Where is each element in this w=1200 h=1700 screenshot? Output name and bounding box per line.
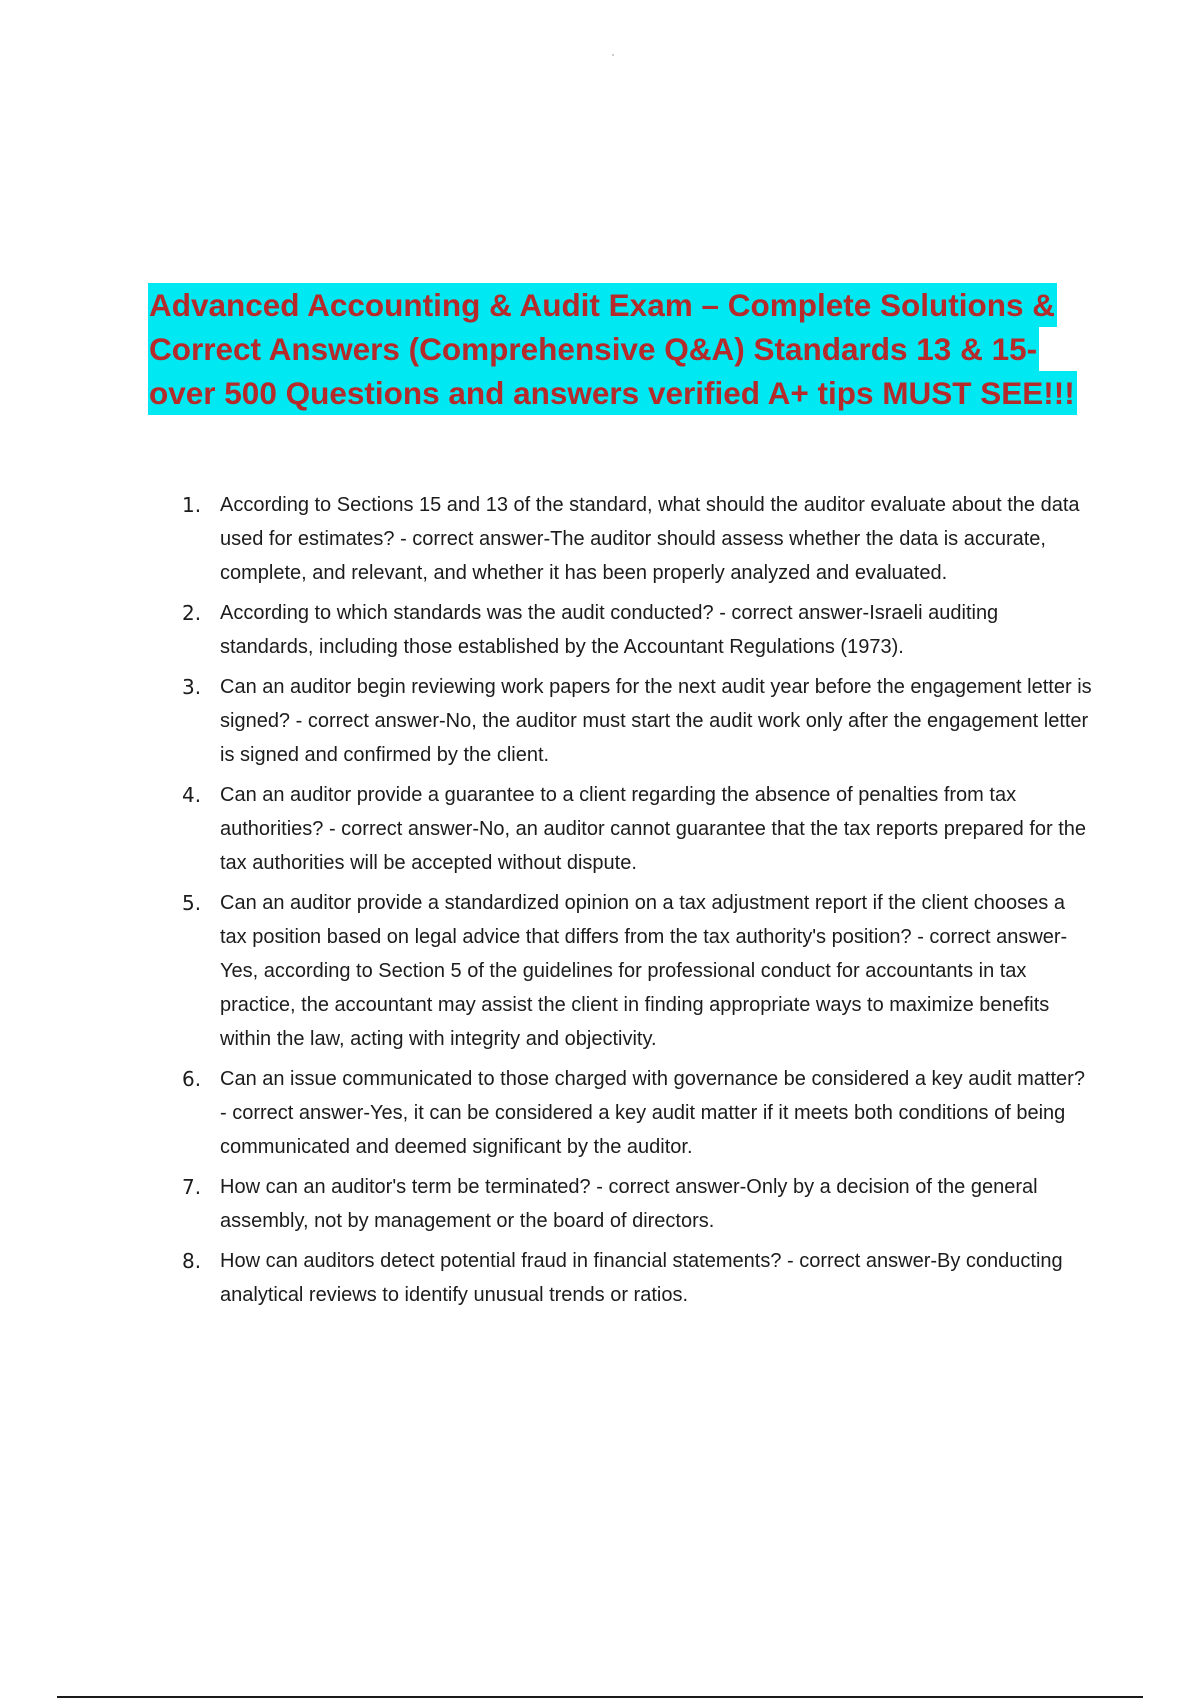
- item-text: How can an auditor's term be terminated? - correct answer-Only by a decision of the general assembly, not by management or the board of directors.: [220, 1176, 1038, 1232]
- item-number: 8.: [182, 1249, 202, 1273]
- item-number: 1.: [182, 493, 202, 517]
- qa-list: [182, 488, 1092, 1318]
- item-text: Can an auditor provide a standardized opinion on a tax adjustment report if the client chooses a tax position based on legal advice that differs from the tax authority's position? - correct answer-Yes, according to Section 5 of the guidelines for professional conduct for accountants in tax practice, the accountant may assist the client in finding appropriate ways to maximize benefits within the law, acting with integrity and objectivity.: [220, 892, 1068, 1050]
- list-item: [182, 596, 1092, 664]
- list-item: [182, 1170, 1092, 1238]
- title-line-3: over 500 Questions and answers verified A+ tips MUST SEE!!!: [148, 371, 1077, 415]
- list-item: [182, 1062, 1092, 1164]
- list-item: [182, 488, 1092, 590]
- footer-divider: [57, 1696, 1143, 1698]
- list-item: [182, 778, 1092, 880]
- list-item: [182, 886, 1092, 1056]
- item-number: 5.: [182, 891, 202, 915]
- item-text: How can auditors detect potential fraud in financial statements? - correct answer-By conducting analytical reviews to identify unusual trends or ratios.: [220, 1250, 1063, 1306]
- document-title: [148, 283, 1075, 415]
- item-number: 3.: [182, 675, 202, 699]
- page-speck: [612, 54, 614, 56]
- item-number: 6.: [182, 1067, 202, 1091]
- list-item: [182, 1244, 1092, 1312]
- item-number: 2.: [182, 601, 202, 625]
- item-text: According to Sections 15 and 13 of the standard, what should the auditor evaluate about the data used for estimates? - correct answer-The auditor should assess whether the data is accurate, complete, and relevant, and whether it has been properly analyzed and evaluated.: [220, 494, 1080, 584]
- title-line-2: Correct Answers (Comprehensive Q&A) Standards 13 & 15-: [148, 327, 1039, 371]
- item-text: Can an issue communicated to those charged with governance be considered a key audit matter? - correct answer-Yes, it can be considered a key audit matter if it meets both conditions of being communicated and deemed significant by the auditor.: [220, 1068, 1085, 1158]
- item-number: 7.: [182, 1175, 202, 1199]
- item-text: Can an auditor begin reviewing work papers for the next audit year before the engagement letter is signed? - correct answer-No, the auditor must start the audit work only after the engagement letter is signed and confirmed by the client.: [220, 676, 1092, 766]
- item-number: 4.: [182, 783, 202, 807]
- item-text: Can an auditor provide a guarantee to a client regarding the absence of penalties from tax authorities? - correct answer-No, an auditor cannot guarantee that the tax reports prepared for the tax authorities will be accepted without dispute.: [220, 784, 1087, 874]
- item-text: According to which standards was the audit conducted? - correct answer-Israeli auditing standards, including those established by the Accountant Regulations (1973).: [220, 602, 999, 658]
- list-item: [182, 670, 1092, 772]
- title-line-1: Advanced Accounting & Audit Exam – Complete Solutions &: [148, 283, 1057, 327]
